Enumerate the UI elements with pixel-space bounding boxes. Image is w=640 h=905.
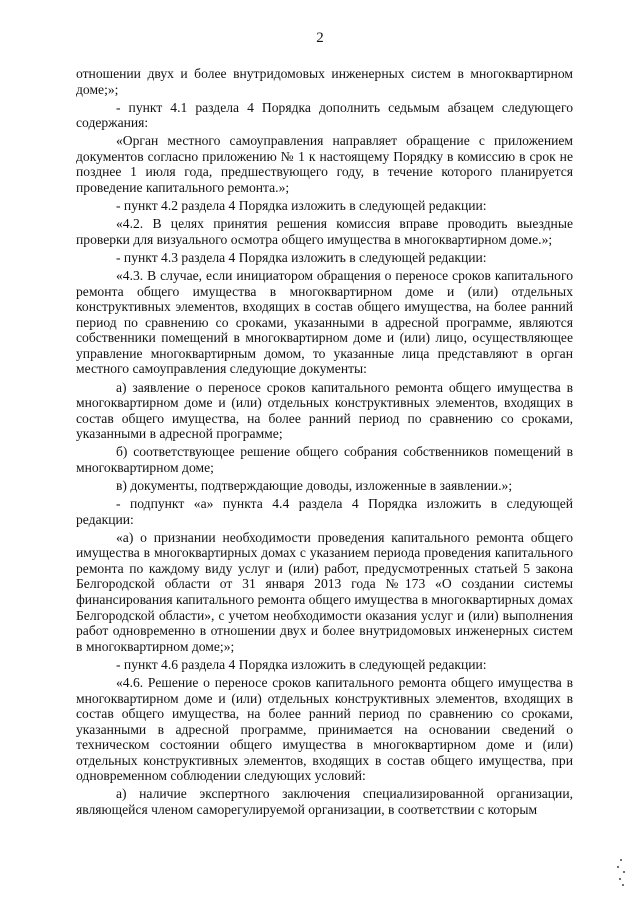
paragraph-item-v: в) документы, подтверждающие доводы, изложенные в заявлении.»; [116, 478, 513, 494]
paragraph-amendment-4-2: - пункт 4.2 раздела 4 Порядка изложить в следующей редакции: [116, 198, 487, 214]
paragraph-quote-4-6: «4.6. Решение о переносе сроков капитального ремонта общего имущества в многоквартирном доме и (или) отдельных конструктивных элементов, входящих в состав общего имущества, на более ранний период по сравнению со сроками, указанными в адресной программе, принимается на основании сведений о техническом состоянии общего имущества в многоквартирном доме и (или) отдельных конструктивных элементов, входящих в состав общего имущества, при одновременном соблюдении следующих условий: [76, 674, 573, 784]
scan-artifact-mark [614, 859, 628, 887]
paragraph-amendment-4-3: - пункт 4.3 раздела 4 Порядка изложить в следующей редакции: [116, 249, 487, 265]
paragraph-item-b: б) соответствующее решение общего собрания собственников помещений в многоквартирном доме; [76, 444, 573, 475]
paragraph-condition-a: а) наличие экспертного заключения специализированной организации, являющейся членом саморегулируемой организации, в соответствии с которым [76, 786, 573, 817]
paragraph-amendment-4-6: - пункт 4.6 раздела 4 Порядка изложить в следующей редакции: [116, 656, 487, 672]
paragraph-quote-4-4: «а) о признании необходимости проведения капитального ремонта общего имущества в многоквартирных домах с указанием периода проведения капитального ремонта по каждому виду услуг и (или) работ, предусмотренных статьей 5 закона Белгородской области от 31 января 2013 года №173 «О создании системы финансирования капитального ремонта общего имущества в многоквартирных домах Белгородской области», с учетом необходимости оказания услуг и (или) выполнения работ одновременно в отношении двух и более внутридомовых инженерных систем в многоквартирном доме;»; [76, 529, 573, 654]
paragraph-quote-4-1: «Орган местного самоуправления направляет обращение с приложением документов согласно приложению № 1 к настоящему Порядку в комиссию в срок не позднее 1 июля года, предшествующего году, в течение которого планируется проведение капитального ремонта.»; [76, 133, 573, 196]
paragraph-continuation: отношении двух и более внутридомовых инженерных систем в многоквартирном доме;»; [76, 66, 573, 97]
paragraph-item-a: а) заявление о переносе сроков капитального ремонта общего имущества в многоквартирном доме и (или) отдельных конструктивных элементов, входящих в состав общего имущества, на более ранний период по сравнению со сроками, указанными в адресной программе; [76, 379, 573, 442]
paragraph-quote-4-3: «4.3. В случае, если инициатором обращения о переносе сроков капитального ремонта общего имущества в многоквартирном доме и (или) отдельных конструктивных элементов, входящих в состав общего имущества, на более ранний период по сравнению со сроками, указанными в адресной программе, являются собственники помещений в многоквартирном доме и (или) лицо, осуществляющее управление многоквартирным домом, то указанные лица представляют в орган местного самоуправления следующие документы: [76, 268, 573, 377]
paragraph-amendment-4-1: - пункт 4.1 раздела 4 Порядка дополнить седьмым абзацем следующего содержания: [76, 99, 573, 131]
paragraph-amendment-4-4: - подпункт «а» пункта 4.4 раздела 4 Порядка изложить в следующей редакции: [76, 496, 573, 527]
paragraph-quote-4-2: «4.2. В целях принятия решения комиссия вправе проводить выездные проверки для визуального осмотра общего имущества в многоквартирном доме.»; [76, 216, 573, 247]
document-body [76, 66, 573, 817]
page-number: 2 [316, 30, 324, 46]
